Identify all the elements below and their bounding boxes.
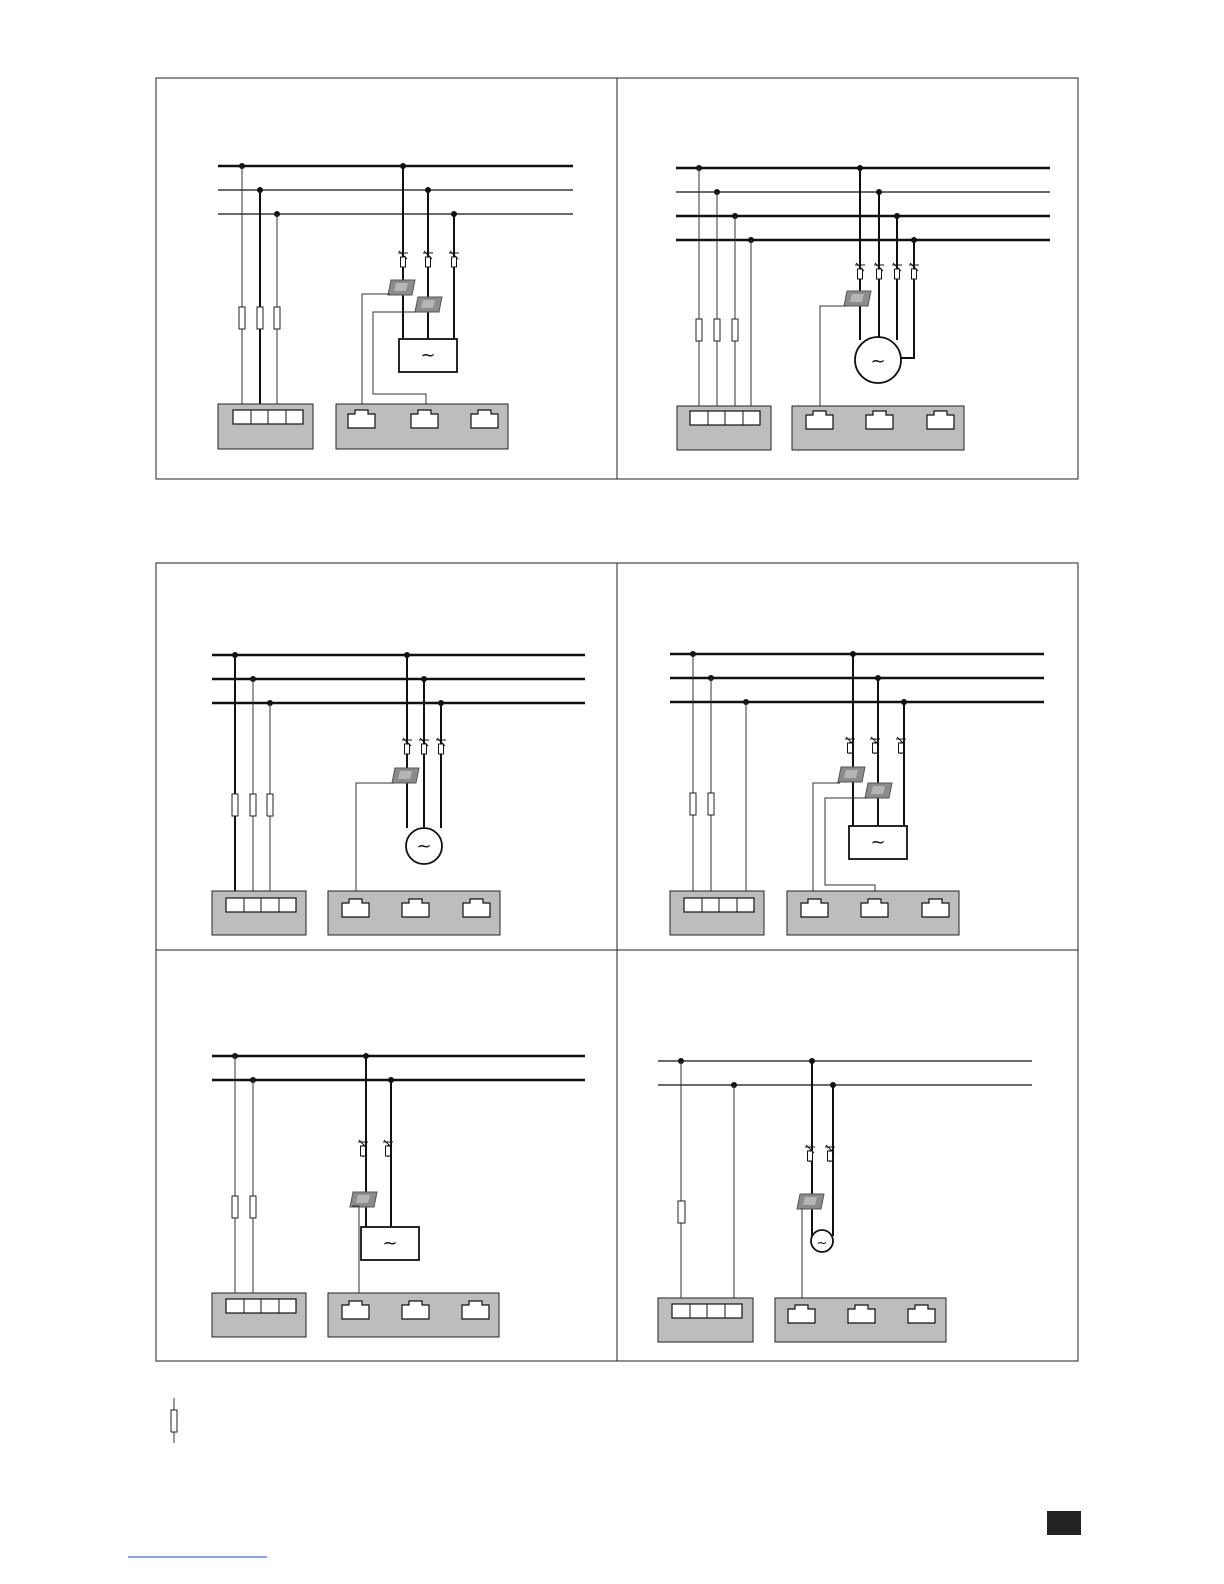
panel-2-wire-1ct-box (212, 1053, 585, 1337)
panel-3-phase-3-wire-2ct-aron (670, 651, 1044, 935)
legend-fuse-symbol (171, 1398, 177, 1443)
fuse (257, 307, 263, 329)
panel-2-wire-1ct-motor (658, 1058, 1032, 1342)
panel-3-phase-3-wire-2ct (218, 163, 573, 449)
current-transformer (844, 291, 871, 306)
ac-symbol: ~ (416, 836, 432, 857)
ac-symbol: ~ (870, 351, 886, 372)
current-transformer (797, 1194, 824, 1209)
page-number-tab (1047, 1511, 1081, 1535)
current-transformer (350, 1192, 377, 1207)
ac-symbol: ~ (870, 832, 886, 853)
ac-symbol: ~ (382, 1233, 398, 1254)
current-transformer (865, 783, 892, 798)
fuse (274, 307, 280, 329)
ac-symbol: ~ (420, 345, 436, 366)
current-transformer (392, 768, 419, 783)
panel-3-phase-4-wire-1ct (676, 165, 1050, 450)
panel-3-phase-3-wire-1ct (212, 652, 585, 935)
ac-symbol: ~ (816, 1236, 828, 1251)
current-transformer (388, 280, 415, 295)
fuse (239, 307, 245, 329)
current-transformer (415, 297, 442, 312)
current-transformer (838, 767, 865, 782)
